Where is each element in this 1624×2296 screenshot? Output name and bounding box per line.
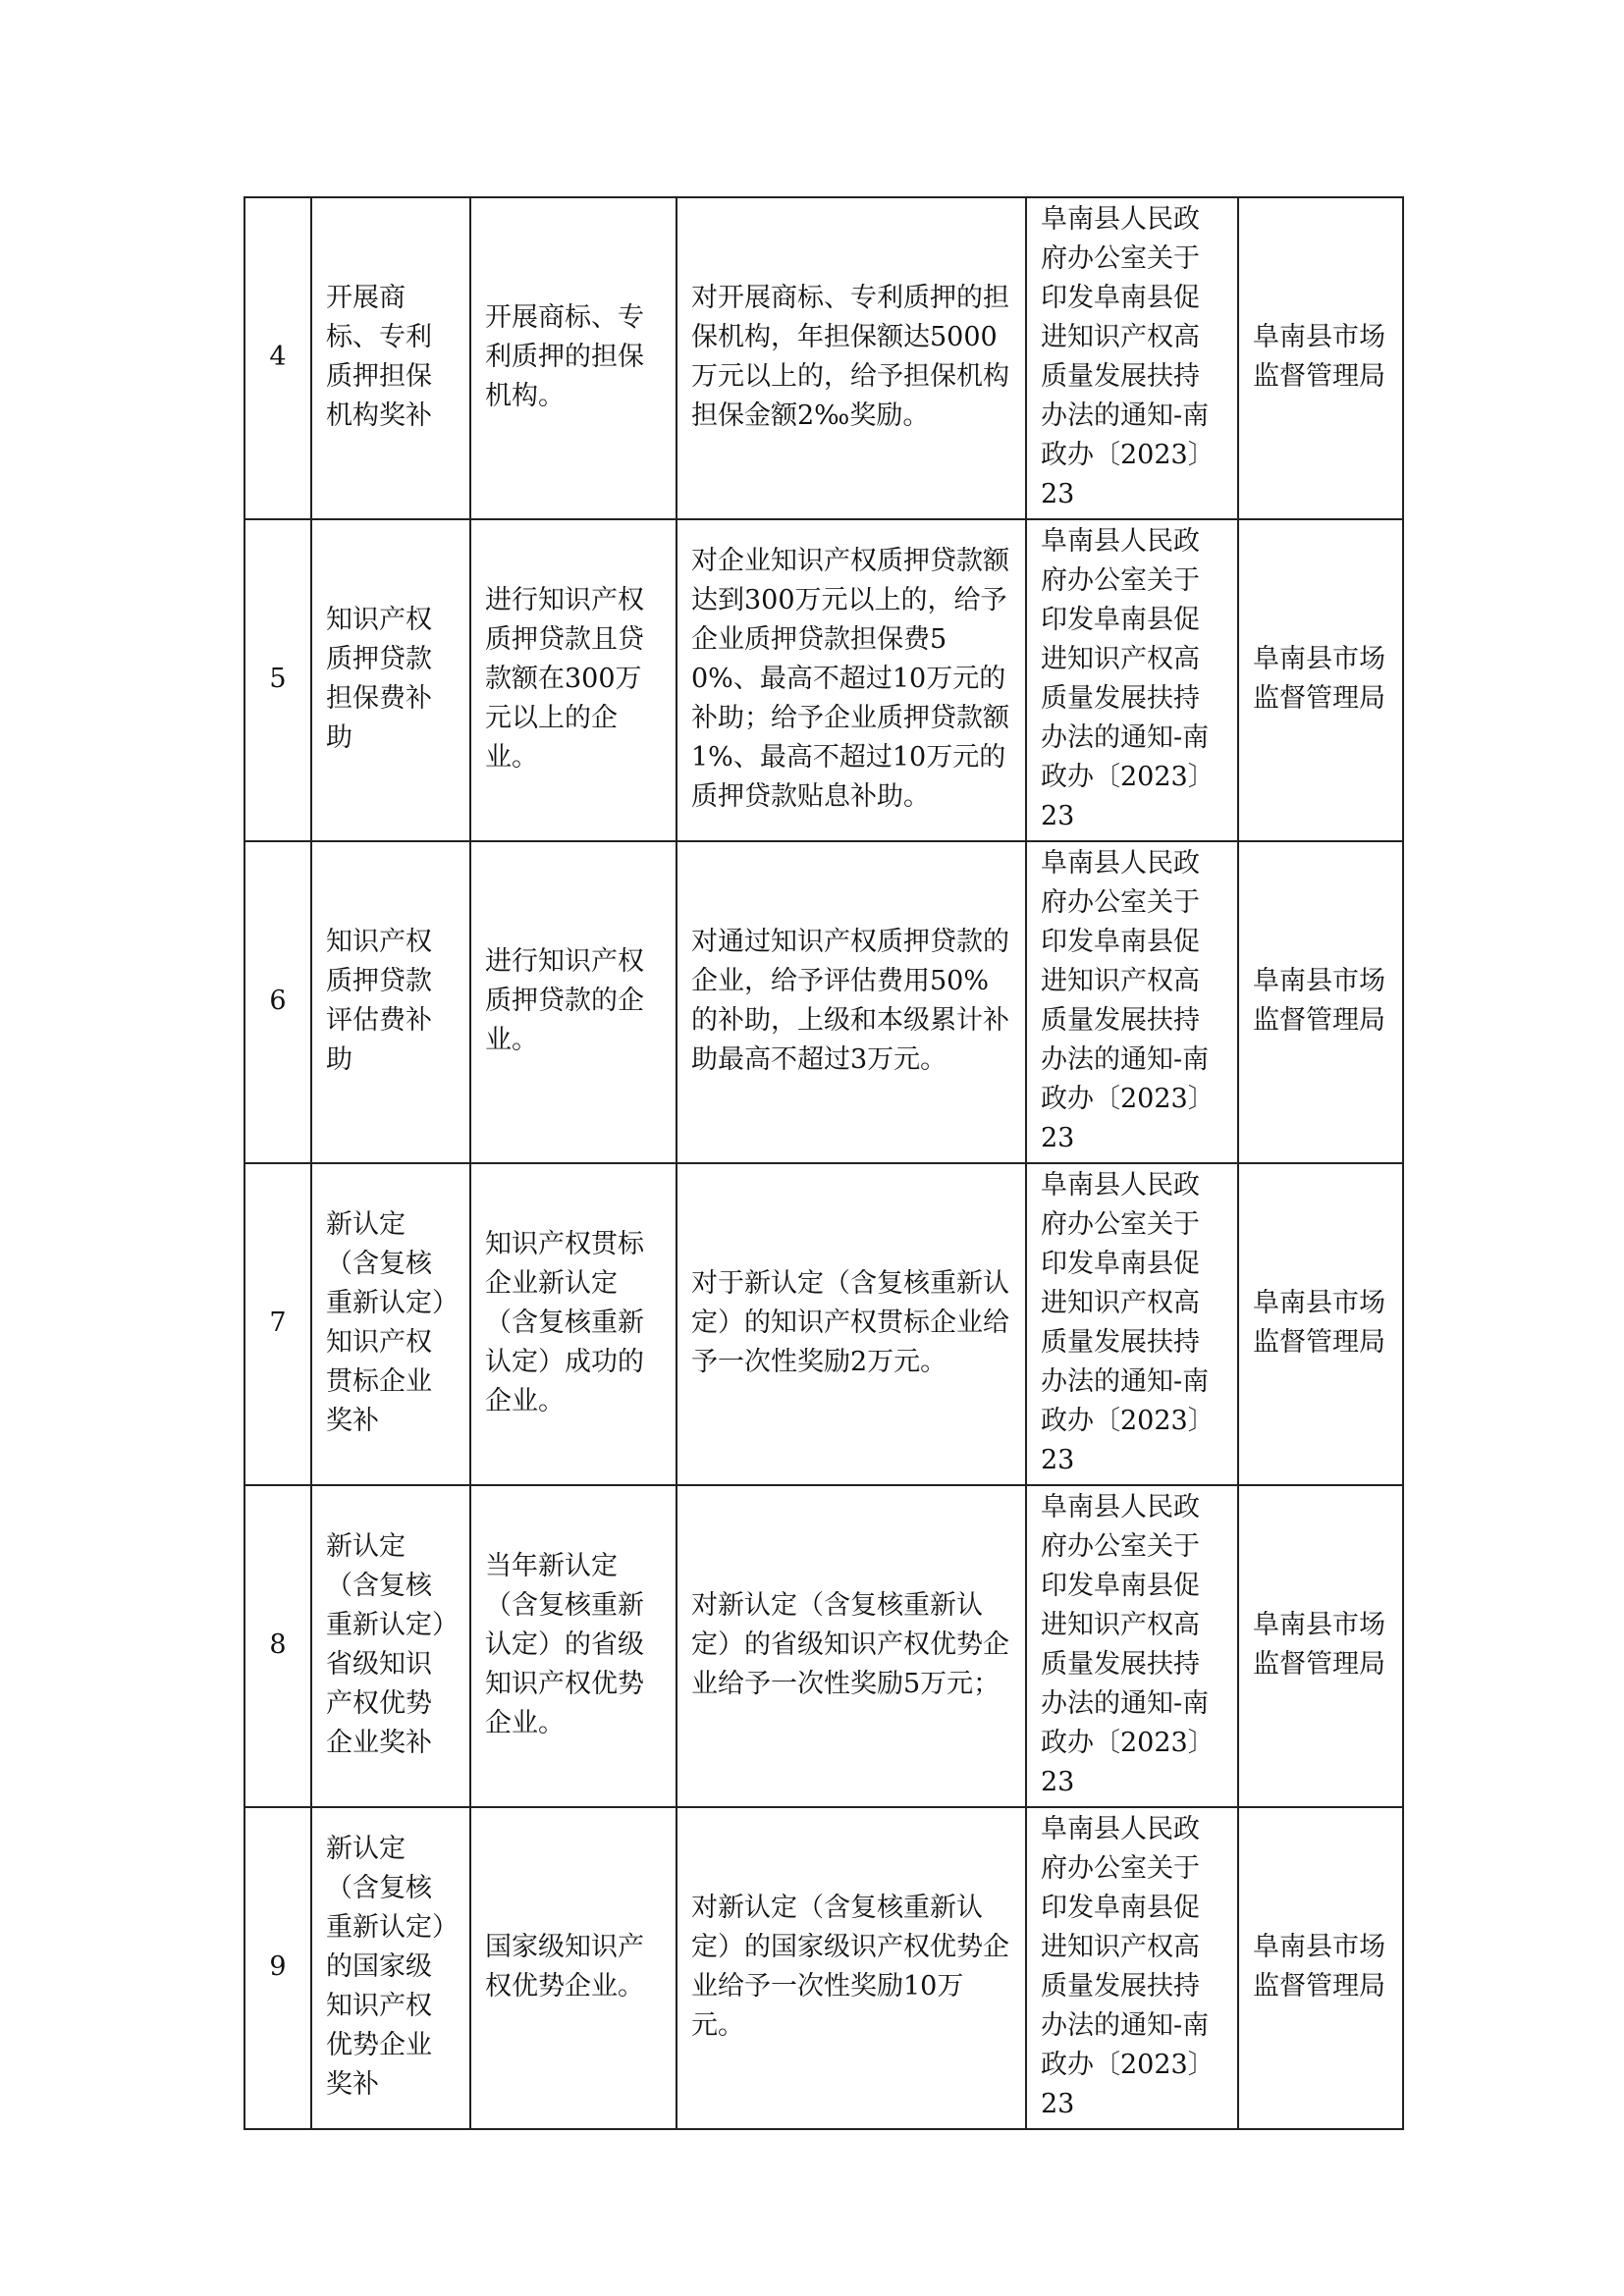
row-number: 4 <box>244 197 311 519</box>
row-number: 7 <box>244 1163 311 1485</box>
eligible-target: 开展商标、专利质押的担保机构。 <box>470 197 677 519</box>
subsidy-item: 开展商标、专利质押担保机构奖补 <box>311 197 470 519</box>
subsidy-item: 知识产权质押贷款担保费补助 <box>311 519 470 841</box>
eligible-target: 进行知识产权质押贷款的企业。 <box>470 841 677 1163</box>
row-number: 6 <box>244 841 311 1163</box>
table-row <box>244 1807 1403 2129</box>
subsidy-item: 新认定（含复核重新认定）的国家级知识产权优势企业奖补 <box>311 1807 470 2129</box>
subsidy-item: 知识产权质押贷款评估费补助 <box>311 841 470 1163</box>
row-number: 9 <box>244 1807 311 2129</box>
subsidy-standard: 对于新认定（含复核重新认定）的知识产权贯标企业给予一次性奖励2万元。 <box>677 1163 1026 1485</box>
policy-basis: 阜南县人民政府办公室关于印发阜南县促进知识产权高质量发展扶持办法的通知-南政办〔2023〕23 <box>1026 519 1238 841</box>
eligible-target: 当年新认定（含复核重新认定）的省级知识产权优势企业。 <box>470 1485 677 1807</box>
table-row <box>244 841 1403 1163</box>
responsible-department: 阜南县市场监督管理局 <box>1238 1163 1403 1485</box>
responsible-department: 阜南县市场监督管理局 <box>1238 1807 1403 2129</box>
responsible-department: 阜南县市场监督管理局 <box>1238 841 1403 1163</box>
policy-basis: 阜南县人民政府办公室关于印发阜南县促进知识产权高质量发展扶持办法的通知-南政办〔2023〕23 <box>1026 197 1238 519</box>
subsidy-standard: 对新认定（含复核重新认定）的国家级识产权优势企业给予一次性奖励10万元。 <box>677 1807 1026 2129</box>
policy-basis: 阜南县人民政府办公室关于印发阜南县促进知识产权高质量发展扶持办法的通知-南政办〔2023〕23 <box>1026 1485 1238 1807</box>
eligible-target: 知识产权贯标企业新认定（含复核重新认定）成功的企业。 <box>470 1163 677 1485</box>
policy-basis: 阜南县人民政府办公室关于印发阜南县促进知识产权高质量发展扶持办法的通知-南政办〔2023〕23 <box>1026 1163 1238 1485</box>
subsidy-standard: 对开展商标、专利质押的担保机构，年担保额达5000万元以上的，给予担保机构担保金额2‰奖励。 <box>677 197 1026 519</box>
subsidy-standard: 对通过知识产权质押贷款的企业，给予评估费用50%的补助，上级和本级累计补助最高不超过3万元。 <box>677 841 1026 1163</box>
subsidy-standard: 对企业知识产权质押贷款额达到300万元以上的，给予企业质押贷款担保费50%、最高不超过10万元的补助；给予企业质押贷款额1%、最高不超过10万元的质押贷款贴息补助。 <box>677 519 1026 841</box>
eligible-target: 国家级知识产权优势企业。 <box>470 1807 677 2129</box>
subsidy-item: 新认定（含复核重新认定）省级知识产权优势企业奖补 <box>311 1485 470 1807</box>
row-number: 8 <box>244 1485 311 1807</box>
table-row <box>244 1163 1403 1485</box>
subsidy-standard: 对新认定（含复核重新认定）的省级知识产权优势企业给予一次性奖励5万元； <box>677 1485 1026 1807</box>
row-number: 5 <box>244 519 311 841</box>
subsidy-item: 新认定（含复核重新认定）知识产权贯标企业奖补 <box>311 1163 470 1485</box>
table-row <box>244 197 1403 519</box>
responsible-department: 阜南县市场监督管理局 <box>1238 197 1403 519</box>
eligible-target: 进行知识产权质押贷款且贷款额在300万元以上的企业。 <box>470 519 677 841</box>
responsible-department: 阜南县市场监督管理局 <box>1238 1485 1403 1807</box>
table-row <box>244 519 1403 841</box>
policy-basis: 阜南县人民政府办公室关于印发阜南县促进知识产权高质量发展扶持办法的通知-南政办〔2023〕23 <box>1026 841 1238 1163</box>
responsible-department: 阜南县市场监督管理局 <box>1238 519 1403 841</box>
policy-basis: 阜南县人民政府办公室关于印发阜南县促进知识产权高质量发展扶持办法的通知-南政办〔2023〕23 <box>1026 1807 1238 2129</box>
policy-table <box>244 196 1404 2130</box>
table-row <box>244 1485 1403 1807</box>
